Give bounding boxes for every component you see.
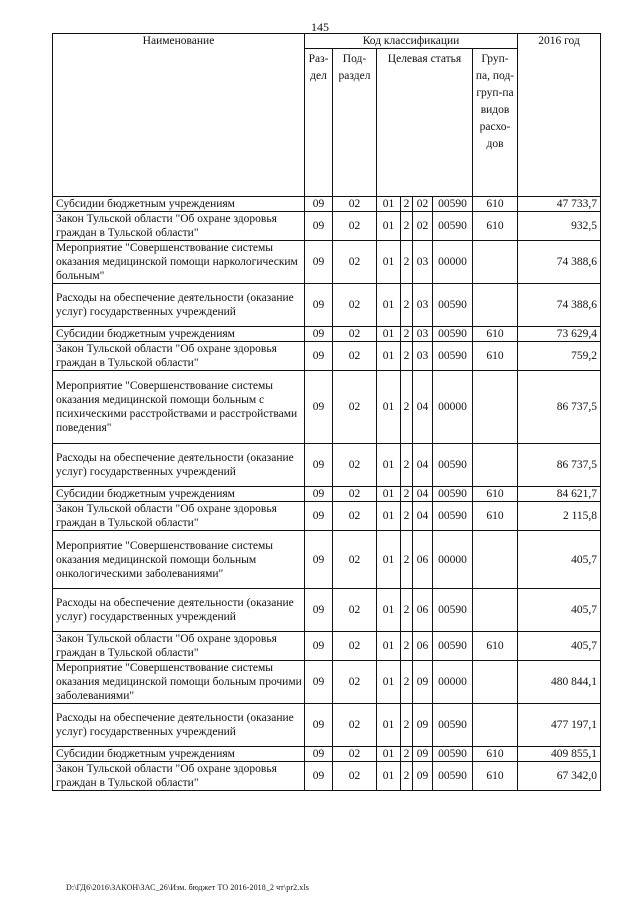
header-name: Наименование [53,34,305,197]
row-target-subprogram: 2 [401,531,413,589]
row-expense-type [473,241,518,284]
row-expense-type: 610 [473,342,518,371]
row-name: Субсидии бюджетным учреждениям [53,197,305,212]
row-razdel: 09 [305,704,333,747]
row-expense-type [473,589,518,632]
row-podrazdel: 02 [333,327,377,342]
table-row [53,197,601,212]
table-row [53,531,601,589]
row-amount: 47 733,7 [518,197,601,212]
table-row [53,284,601,327]
row-target-direction: 00590 [433,197,473,212]
row-podrazdel: 02 [333,502,377,531]
row-amount: 86 737,5 [518,371,601,444]
row-razdel: 09 [305,327,333,342]
row-target-direction: 00590 [433,747,473,762]
row-target-program: 01 [377,241,401,284]
row-podrazdel: 02 [333,747,377,762]
row-target-program: 01 [377,762,401,791]
row-amount: 2 115,8 [518,502,601,531]
row-podrazdel: 02 [333,342,377,371]
table-row [53,704,601,747]
row-podrazdel: 02 [333,632,377,661]
row-name: Субсидии бюджетным учреждениям [53,327,305,342]
header-target: Целевая статья [377,49,473,197]
row-name: Субсидии бюджетным учреждениям [53,487,305,502]
row-expense-type [473,531,518,589]
row-podrazdel: 02 [333,197,377,212]
row-podrazdel: 02 [333,531,377,589]
row-target-event: 06 [413,589,433,632]
row-expense-type: 610 [473,632,518,661]
row-name: Закон Тульской области "Об охране здоровья граждан в Тульской области" [53,762,305,791]
row-target-direction: 00590 [433,632,473,661]
row-name: Расходы на обеспечение деятельности (оказание услуг) государственных учреждений [53,444,305,487]
row-target-event: 09 [413,661,433,704]
row-target-program: 01 [377,371,401,444]
row-expense-type [473,371,518,444]
row-target-subprogram: 2 [401,197,413,212]
row-razdel: 09 [305,531,333,589]
table-row [53,661,601,704]
row-podrazdel: 02 [333,487,377,502]
row-razdel: 09 [305,241,333,284]
row-podrazdel: 02 [333,704,377,747]
row-target-subprogram: 2 [401,371,413,444]
row-expense-type: 610 [473,762,518,791]
table-row [53,747,601,762]
row-amount: 86 737,5 [518,444,601,487]
row-target-direction: 00590 [433,589,473,632]
row-target-program: 01 [377,197,401,212]
row-target-subprogram: 2 [401,487,413,502]
row-target-subprogram: 2 [401,327,413,342]
row-razdel: 09 [305,371,333,444]
row-target-subprogram: 2 [401,632,413,661]
row-razdel: 09 [305,762,333,791]
header-podrazdel: Под-раздел [333,49,377,197]
row-target-event: 04 [413,371,433,444]
row-name: Мероприятие "Совершенствование системы оказания медицинской помощи наркологическим больным" [53,241,305,284]
row-amount: 480 844,1 [518,661,601,704]
row-name: Мероприятие "Совершенствование системы оказания медицинской помощи больным с психическими расстройствами и расстройствами поведения" [53,371,305,444]
row-target-direction: 00590 [433,762,473,791]
row-target-event: 03 [413,327,433,342]
row-amount: 405,7 [518,632,601,661]
row-target-event: 09 [413,762,433,791]
row-razdel: 09 [305,502,333,531]
row-target-program: 01 [377,487,401,502]
row-podrazdel: 02 [333,762,377,791]
row-podrazdel: 02 [333,212,377,241]
row-razdel: 09 [305,212,333,241]
page-number: 145 [311,20,329,34]
row-razdel: 09 [305,197,333,212]
table-row [53,589,601,632]
row-target-direction: 00590 [433,487,473,502]
row-amount: 73 629,4 [518,327,601,342]
row-target-direction: 00590 [433,342,473,371]
header-classification: Код классификации [305,34,518,49]
table-row [53,241,601,284]
row-expense-type [473,704,518,747]
table-row [53,327,601,342]
row-expense-type [473,444,518,487]
row-razdel: 09 [305,487,333,502]
row-podrazdel: 02 [333,284,377,327]
row-razdel: 09 [305,284,333,327]
row-expense-type: 610 [473,212,518,241]
row-target-subprogram: 2 [401,502,413,531]
header-razdel: Раз-дел [305,49,333,197]
row-target-direction: 00590 [433,502,473,531]
row-name: Закон Тульской области "Об охране здоровья граждан в Тульской области" [53,212,305,241]
row-amount: 409 855,1 [518,747,601,762]
row-name: Закон Тульской области "Об охране здоровья граждан в Тульской области" [53,502,305,531]
table-row [53,502,601,531]
table-row [53,444,601,487]
row-target-subprogram: 2 [401,342,413,371]
row-target-subprogram: 2 [401,284,413,327]
row-expense-type: 610 [473,747,518,762]
row-target-event: 04 [413,444,433,487]
row-target-direction: 00000 [433,371,473,444]
row-target-direction: 00000 [433,661,473,704]
row-podrazdel: 02 [333,661,377,704]
row-name: Закон Тульской области "Об охране здоровья граждан в Тульской области" [53,342,305,371]
row-amount: 477 197,1 [518,704,601,747]
row-razdel: 09 [305,342,333,371]
row-target-direction: 00590 [433,327,473,342]
row-razdel: 09 [305,661,333,704]
row-target-program: 01 [377,531,401,589]
row-razdel: 09 [305,747,333,762]
table-row [53,371,601,444]
row-target-direction: 00590 [433,284,473,327]
row-target-event: 06 [413,632,433,661]
row-amount: 759,2 [518,342,601,371]
row-podrazdel: 02 [333,444,377,487]
row-expense-type: 610 [473,197,518,212]
row-expense-type: 610 [473,487,518,502]
table-row [53,632,601,661]
row-target-program: 01 [377,632,401,661]
row-target-subprogram: 2 [401,747,413,762]
row-name: Закон Тульской области "Об охране здоровья граждан в Тульской области" [53,632,305,661]
row-target-direction: 00590 [433,704,473,747]
table-row [53,762,601,791]
row-target-event: 02 [413,197,433,212]
row-target-direction: 00590 [433,444,473,487]
row-podrazdel: 02 [333,241,377,284]
row-razdel: 09 [305,444,333,487]
row-target-event: 02 [413,212,433,241]
row-target-event: 04 [413,487,433,502]
row-target-event: 04 [413,502,433,531]
row-target-event: 09 [413,704,433,747]
row-razdel: 09 [305,632,333,661]
row-target-subprogram: 2 [401,589,413,632]
row-target-program: 01 [377,661,401,704]
row-target-direction: 00590 [433,212,473,241]
row-amount: 932,5 [518,212,601,241]
row-target-subprogram: 2 [401,212,413,241]
row-target-event: 03 [413,342,433,371]
row-expense-type: 610 [473,327,518,342]
row-razdel: 09 [305,589,333,632]
row-podrazdel: 02 [333,371,377,444]
row-amount: 405,7 [518,531,601,589]
table-row [53,212,601,241]
row-target-subprogram: 2 [401,762,413,791]
row-target-subprogram: 2 [401,704,413,747]
row-target-direction: 00000 [433,531,473,589]
row-expense-type [473,284,518,327]
row-target-subprogram: 2 [401,241,413,284]
row-target-program: 01 [377,284,401,327]
row-target-program: 01 [377,589,401,632]
row-target-subprogram: 2 [401,444,413,487]
row-target-program: 01 [377,212,401,241]
row-target-program: 01 [377,342,401,371]
row-expense-type [473,661,518,704]
row-name: Мероприятие "Совершенствование системы оказания медицинской помощи больным онкологическими заболеваниями" [53,531,305,589]
row-target-program: 01 [377,502,401,531]
row-name: Расходы на обеспечение деятельности (оказание услуг) государственных учреждений [53,284,305,327]
row-name: Расходы на обеспечение деятельности (оказание услуг) государственных учреждений [53,704,305,747]
file-path-footer: D:\ГД6\2016\ЗАКОН\ЗАС_26\Изм. бюджет ТО 2016-2018_2 чт\pr2.xls [66,883,309,892]
row-target-direction: 00000 [433,241,473,284]
row-target-event: 09 [413,747,433,762]
row-name: Расходы на обеспечение деятельности (оказание услуг) государственных учреждений [53,589,305,632]
row-target-program: 01 [377,327,401,342]
row-amount: 74 388,6 [518,284,601,327]
row-amount: 84 621,7 [518,487,601,502]
table-row [53,487,601,502]
header-year: 2016 год [518,34,601,197]
header-group: Груп-па, под-груп-па видов расхо-дов [473,49,518,197]
row-target-subprogram: 2 [401,661,413,704]
row-name: Субсидии бюджетным учреждениям [53,747,305,762]
row-target-event: 03 [413,241,433,284]
row-target-event: 06 [413,531,433,589]
row-target-program: 01 [377,444,401,487]
row-name: Мероприятие "Совершенствование системы оказания медицинской помощи больным прочими заболеваниями" [53,661,305,704]
table-body [53,197,601,791]
budget-table [52,33,601,791]
table-row [53,342,601,371]
row-target-event: 03 [413,284,433,327]
row-expense-type: 610 [473,502,518,531]
row-target-program: 01 [377,747,401,762]
row-target-program: 01 [377,704,401,747]
row-amount: 74 388,6 [518,241,601,284]
row-podrazdel: 02 [333,589,377,632]
row-amount: 67 342,0 [518,762,601,791]
row-amount: 405,7 [518,589,601,632]
